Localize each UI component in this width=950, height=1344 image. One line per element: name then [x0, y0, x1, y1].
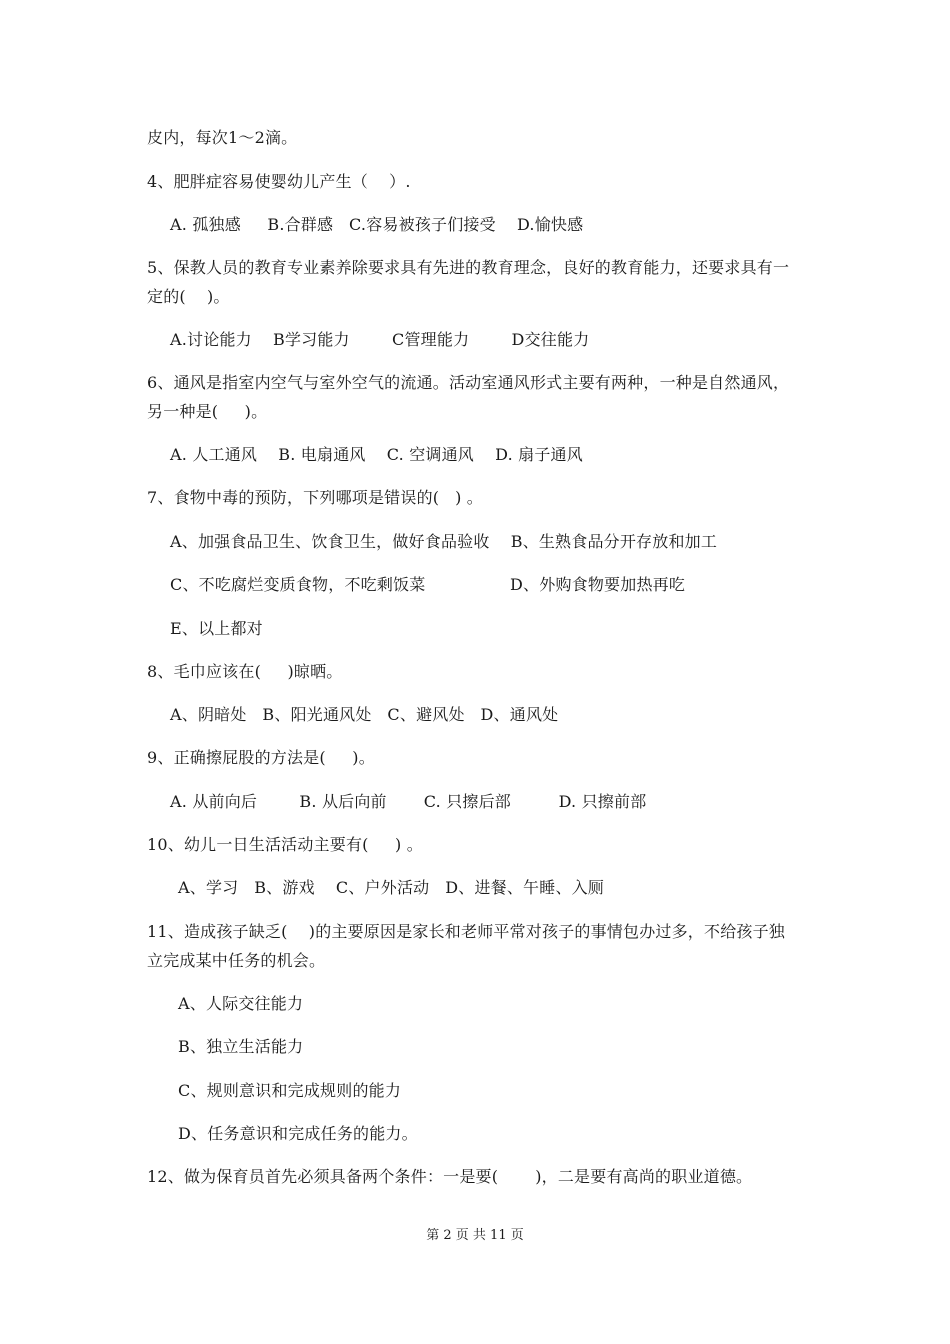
question-7-option-e: E、以上都对: [170, 619, 263, 638]
question-7-options-cd: C、不吃腐烂变质食物，不吃剩饭菜 D、外购食物要加热再吃: [170, 575, 686, 594]
question-6-cont: 另一种是( )。: [147, 402, 268, 421]
question-9: 9、正确擦屁股的方法是( )。: [147, 748, 375, 767]
question-6: 6、通风是指室内空气与室外空气的流通。活动室通风形式主要有两种，一种是自然通风，: [147, 373, 790, 392]
question-8: 8、毛巾应该在( )晾晒。: [147, 662, 343, 681]
question-4: 4、肥胖症容易使婴幼儿产生（ ）.: [147, 172, 411, 191]
text-line: 皮内，每次1～2滴。: [147, 128, 298, 147]
question-11-option-c: C、规则意识和完成规则的能力: [178, 1081, 402, 1100]
question-8-options: A、阴暗处 B、阳光通风处 C、避风处 D、通风处: [170, 705, 559, 724]
question-11-option-d: D、任务意识和完成任务的能力。: [178, 1124, 418, 1143]
page-footer: 第 2 页 共 11 页: [426, 1228, 524, 1243]
question-5-options: A.讨论能力 B学习能力 C管理能力 D交往能力: [170, 330, 590, 349]
question-6-options: A. 人工通风 B. 电扇通风 C. 空调通风 D. 扇子通风: [170, 445, 583, 464]
question-11-option-b: B、独立生活能力: [178, 1037, 304, 1056]
question-10: 10、幼儿一日生活活动主要有( ) 。: [147, 835, 423, 854]
question-7-options-ab: A、加强食品卫生、饮食卫生，做好食品验收 B、生熟食品分开存放和加工: [170, 532, 718, 551]
question-11-cont: 立完成某中任务的机会。: [147, 951, 326, 970]
question-5: 5、保教人员的教育专业素养除要求具有先进的教育理念，良好的教育能力，还要求具有一: [147, 258, 790, 277]
question-9-options: A. 从前向后 B. 从后向前 C. 只擦后部 D. 只擦前部: [170, 792, 647, 811]
question-11-option-a: A、人际交往能力: [178, 994, 304, 1013]
question-12: 12、做为保育员首先必须具备两个条件：一是要( )，二是要有高尚的职业道德。: [147, 1167, 753, 1186]
question-11: 11、造成孩子缺乏( )的主要原因是家长和老师平常对孩子的事情包办过多，不给孩子独: [147, 922, 785, 941]
question-7: 7、食物中毒的预防，下列哪项是错误的( ) 。: [147, 488, 484, 507]
question-10-options: A、学习 B、游戏 C、户外活动 D、进餐、午睡、入厕: [178, 878, 605, 897]
question-5-cont: 定的( )。: [147, 287, 230, 306]
question-4-options: A. 孤独感 B.合群感 C.容易被孩子们接受 D.愉快感: [170, 215, 584, 234]
